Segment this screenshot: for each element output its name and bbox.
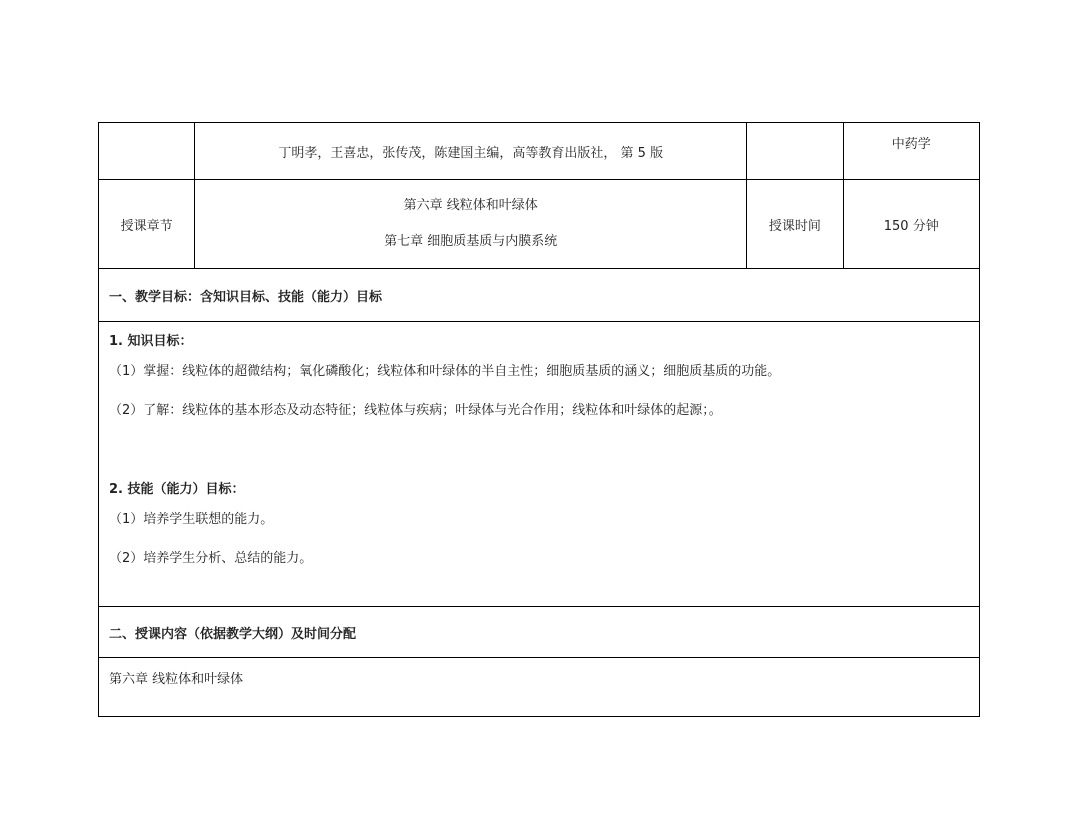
skill-goal-item: （1）培养学生联想的能力。 bbox=[109, 512, 274, 527]
time-value: 150 分钟 bbox=[843, 180, 980, 269]
chapter-item: 第六章 线粒体和叶绿体 bbox=[403, 198, 538, 213]
time-label: 授课时间 bbox=[747, 180, 843, 269]
textbook-info: 丁明孝，王喜忠，张传茂，陈建国主编，高等教育出版社， 第 5 版 bbox=[195, 123, 747, 180]
textbook-row bbox=[99, 123, 980, 180]
textbook-label-cell bbox=[99, 123, 195, 180]
knowledge-goal-item: （1）掌握：线粒体的超微结构；氧化磷酸化；线粒体和叶绿体的半自主性；细胞质基质的涵义；细胞质基质的功能。 bbox=[109, 364, 781, 379]
lesson-plan-table bbox=[98, 122, 980, 717]
knowledge-goals-title: 1. 知识目标： bbox=[109, 334, 193, 349]
spacer bbox=[109, 430, 969, 470]
subject-value: 中药学 bbox=[843, 123, 980, 180]
content-heading-row bbox=[99, 607, 980, 658]
content-body-row bbox=[99, 658, 980, 717]
goals-heading: 一、教学目标：含知识目标、技能（能力）目标 bbox=[99, 269, 980, 322]
chapter-row bbox=[99, 180, 980, 269]
goals-body-row bbox=[99, 322, 980, 607]
chapter-label: 授课章节 bbox=[99, 180, 195, 269]
content-heading: 二、授课内容（依据教学大纲）及时间分配 bbox=[99, 607, 980, 658]
skill-goal-item: （2）培养学生分析、总结的能力。 bbox=[109, 551, 313, 566]
subject-label-cell bbox=[747, 123, 843, 180]
chapter-list bbox=[195, 180, 747, 269]
knowledge-goal-item: （2）了解：线粒体的基本形态及动态特征；线粒体与疾病；叶绿体与光合作用；线粒体和叶绿体的起源；。 bbox=[109, 403, 722, 418]
skill-goals-title: 2. 技能（能力）目标： bbox=[109, 482, 245, 497]
goals-body bbox=[99, 322, 980, 607]
content-first-line: 第六章 线粒体和叶绿体 bbox=[99, 658, 980, 717]
chapter-item: 第七章 细胞质基质与内膜系统 bbox=[384, 234, 558, 249]
goals-heading-row bbox=[99, 269, 980, 322]
